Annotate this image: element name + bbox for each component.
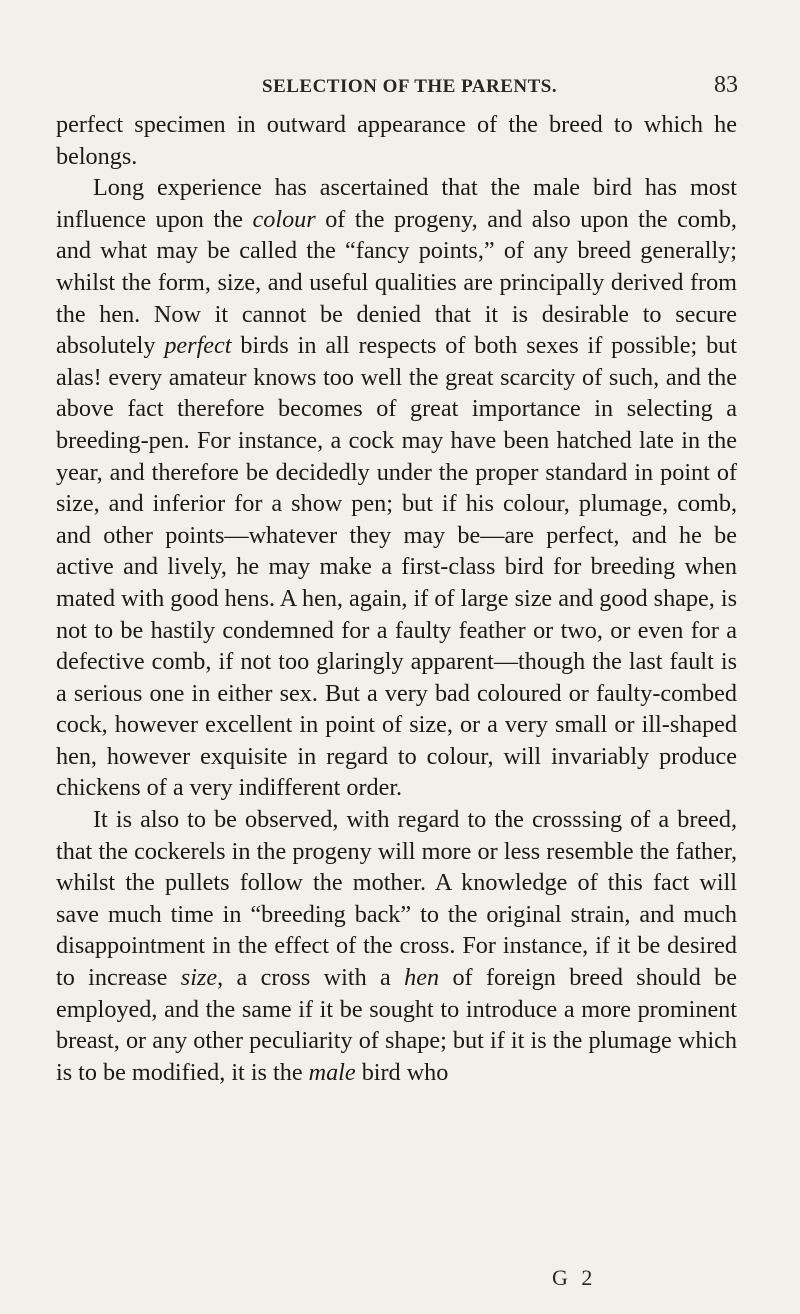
italic-word-male: male xyxy=(308,1058,356,1086)
italic-word-perfect: perfect xyxy=(164,332,232,360)
text-segment: , a cross with a xyxy=(217,964,405,992)
text-segment: It is also to be observed, with regard to the crosssing of a breed, that the cockerels in the progeny will more or less resemble the father, whilst the pullets follow the mother. A knowledge of this fact will save much time in “breeding back” to the original strain, and much disappointment in the effect of the cross. For instance, if it be desired to increase xyxy=(56,806,737,992)
italic-word-hen: hen xyxy=(404,964,440,992)
body-text xyxy=(56,109,737,1088)
text-segment: of the progeny, and also upon the comb, and what may be called the “fancy points,” of any breed generally; whilst the form, size, and useful qualities are principally derived from the hen. Now it cannot be denied that it is desirable to secure absolutely xyxy=(56,205,737,360)
italic-word-size: size xyxy=(180,964,218,992)
signature-mark: G 2 xyxy=(552,1265,597,1290)
italic-word-colour: colour xyxy=(252,205,316,233)
paragraph-1 xyxy=(56,109,737,172)
paragraph-3 xyxy=(56,804,737,1088)
page-number: 83 xyxy=(714,72,738,98)
text-segment: birds in all respects of both sexes if possible; but alas! every amateur knows too well the great scarcity of such, and the above fact therefore becomes of great importance in selecting a breeding-pen. For instance, a cock may have been hatched late in the year, and therefore be decidedly under the proper standard in point of size, and inferior for a show pen; but if his colour, plumage, comb, and other points—whatever they may be—are perfect, and he be active and lively, he may make a first-class bird for breeding when mated with good hens. A hen, again, if of large size and good shape, is not to be hastily condemned for a faulty feather or two, or even for a defective comb, if not too glaringly apparent—though the last fault is a serious one in either sex. But a very bad coloured or faulty-combed cock, however excellent in point of size, or a very small or ill-shaped hen, however exquisite in regard to colour, will invariably produce chickens of a very indifferent order. xyxy=(56,332,737,802)
text-segment: of foreign breed should be employed, and the same if it be sought to introduce a more prominent breast, or any other peculiarity of shape; but if it is the plumage which is to be modified, it is the xyxy=(56,964,737,1086)
text-segment: bird who xyxy=(355,1058,449,1086)
text-segment: perfect specimen in outward appearance of the breed to which he belongs. xyxy=(56,111,737,170)
text-segment: Long experience has ascertained that the male bird has most influence upon the xyxy=(56,174,737,233)
paragraph-2 xyxy=(56,172,737,804)
running-title: SELECTION OF THE PARENTS. xyxy=(262,76,558,97)
